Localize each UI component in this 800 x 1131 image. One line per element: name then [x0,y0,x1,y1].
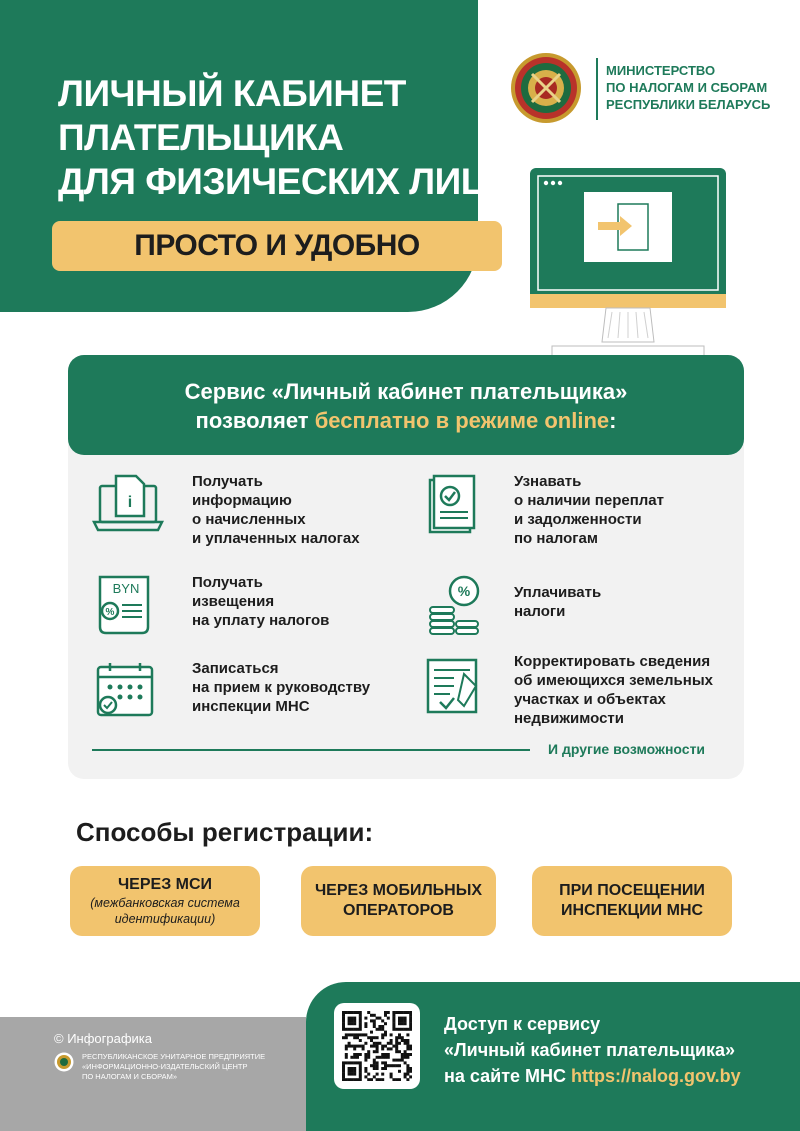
access-line-3 [444,1063,741,1089]
feature-line: и уплаченных налогах [192,530,360,547]
feature-tax-notices [92,573,412,639]
feature-overpayment-debt [414,472,734,552]
registration-option-visit [532,866,732,936]
registration-title: Способы регистрации: [76,817,374,847]
option-label-line-2: ОПЕРАТОРОВ [343,902,454,919]
page-title [58,72,488,204]
access-line-1: Доступ к сервису [444,1014,601,1034]
feature-line: недвижимости [514,710,624,727]
feature-line: Корректировать сведения [514,653,711,670]
heading-prefix: позволяет [195,408,315,433]
feature-line: на уплату налогов [192,612,330,629]
title-line-2: ПЛАТЕЛЬЩИКА [58,117,344,158]
svg-text:i: i [127,494,133,511]
feature-text [514,583,754,621]
coins-percent-icon [414,573,486,637]
publisher-line: «ИНФОРМАЦИОННО-ИЗДАТЕЛЬСКИЙ ЦЕНТР [82,1062,248,1071]
calendar-check-icon [92,659,164,723]
service-heading [68,355,744,455]
option-label-line-1: ЧЕРЕЗ МОБИЛЬНЫХ [314,882,483,899]
feature-line: и задолженности [514,511,642,528]
tagline-pill: ПРОСТО И УДОБНО [52,221,502,271]
service-access-text [444,1011,741,1089]
feature-text [192,472,432,548]
document-check-icon [414,472,486,536]
option-sub-line-2: идентификации) [114,912,216,926]
registration-option-mobile [301,866,496,936]
feature-correct-property [414,652,734,732]
publisher-block [54,1052,294,1084]
info-laptop-icon [92,472,164,536]
title-line-3: ДЛЯ ФИЗИЧЕСКИХ ЛИЦ [58,161,488,202]
service-heading-line-2 [68,406,744,435]
svg-text:%: % [457,583,471,599]
service-heading-line-1: Сервис «Личный кабинет плательщика» [184,379,628,404]
feature-line: о наличии переплат [514,492,664,509]
publisher-name [82,1052,265,1082]
option-sub-line-1: (межбанковская система [90,896,240,910]
access-prefix: на сайте МНС [444,1066,572,1086]
feature-line: участках и объектах [514,691,666,708]
feature-appointment [92,659,412,725]
service-url-link[interactable]: https://nalog.gov.by [571,1066,741,1086]
access-line-2: «Личный кабинет плательщика» [444,1040,736,1060]
feature-line: Записаться [192,660,279,677]
feature-line: Получать [192,473,263,490]
more-options-label: И другие возможности [548,741,706,757]
heading-highlight: бесплатно в режиме online [314,408,610,433]
byn-notice-icon [92,573,164,637]
option-label-line-1: ПРИ ПОСЕЩЕНИИ [559,882,705,899]
computer-monitor-icon [528,166,728,366]
feature-text [192,659,432,716]
feature-text [514,652,754,728]
feature-line: по налогам [514,530,598,547]
copyright-text: © Инфографика [54,1031,153,1046]
feature-text [514,472,754,548]
heading-suffix: : [609,408,617,433]
ministry-name [606,62,776,113]
title-line-1: ЛИЧНЫЙ КАБИНЕТ [58,73,406,114]
feature-line: об имеющихся земельных [514,672,713,689]
more-divider [92,749,530,751]
feature-line: о начисленных [192,511,306,528]
feature-text [192,573,432,630]
feature-line: Узнавать [514,473,582,490]
feature-line: Получать [192,574,263,591]
ministry-line-2: ПО НАЛОГАМ И СБОРАМ [606,80,768,95]
feature-line: Уплачивать [514,584,602,601]
ministry-line-3: РЕСПУБЛИКИ БЕЛАРУСЬ [606,97,771,112]
ministry-line-1: МИНИСТЕРСТВО [606,63,716,78]
ministry-divider [596,58,598,120]
tax-ministry-emblem-icon [510,52,582,124]
feature-pay-taxes [414,573,734,639]
byn-label: BYN [112,581,140,596]
ministry-logo-block [510,52,770,127]
publisher-logo-icon [54,1052,74,1072]
option-label-line-2: ИНСПЕКЦИИ МНС [560,902,704,919]
svg-text:%: % [105,607,115,618]
edit-document-icon [414,652,486,716]
feature-line: информацию [192,492,292,509]
feature-line: на прием к руководству [192,679,371,696]
feature-line: инспекции МНС [192,698,310,715]
option-label: ЧЕРЕЗ МСИ [117,876,213,893]
publisher-line: РЕСПУБЛИКАНСКОЕ УНИТАРНОЕ ПРЕДПРИЯТИЕ [82,1052,266,1061]
feature-tax-info [92,472,412,552]
registration-option-msi [70,866,260,936]
publisher-line: ПО НАЛОГАМ И СБОРАМ» [82,1072,178,1081]
feature-line: извещения [192,593,275,610]
qr-code[interactable] [334,1003,420,1089]
qr-code-icon [342,1011,412,1081]
feature-line: налоги [514,603,566,620]
